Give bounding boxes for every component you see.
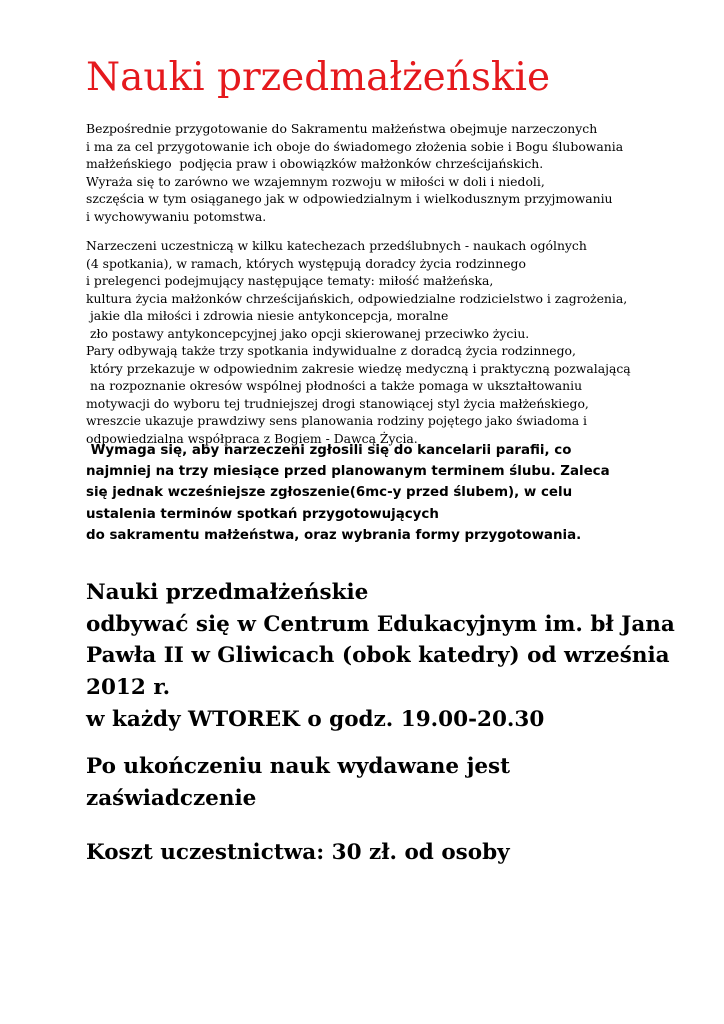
intro-line: i ma za cel przygotowanie ich oboje do świadomego złożenia sobie i Bogu ślubowania [86,138,624,154]
cost-line: Koszt uczestnictwa: 30 zł. od osoby [86,840,510,865]
requirement-line: się jednak wcześniejsze zgłoszenie(6mc-y przed ślubem), w celu [86,485,573,501]
schedule-section [86,577,675,735]
schedule-line: odbywać się w Centrum Edukacyjnym im. bł Jana [86,611,675,637]
intro-line: Bezpośrednie przygotowanie do Sakramentu małżeństwa obejmuje narzeczonych [86,121,598,136]
schedule-line: Pawła II w Gliwicach (obok katedry) od września [86,643,670,669]
catechesis-line: jakie dla miłości i zdrowia niesie antykoncepcja, moralne [86,308,449,323]
requirement-notice [86,440,610,546]
page-title: Nauki przedmałżeńskie [86,55,551,100]
intro-line: i wychowywaniu potomstwa. [86,208,267,224]
intro-line: małżeńskiego podjęcia praw i obowiązków małżonków chrześcijańskich. [86,156,544,171]
requirement-line: Wymaga się, aby narzeczeni zgłosili się do kancelarii parafii, co [86,443,572,458]
catechesis-line: odpowiedzialna współpraca z Bogiem - Dawcą Życia. [86,430,418,446]
intro-paragraph [86,120,623,225]
certificate-line: zaświadczenie [86,785,257,811]
requirement-line: do sakramentu małżeństwa, oraz wybrania formy przygotowania. [86,527,582,543]
cost-section [86,837,510,869]
catechesis-line: Pary odbywają także trzy spotkania indywidualne z doradcą życia rodzinnego, [86,343,576,358]
schedule-line: 2012 r. [86,675,171,701]
intro-line: Wyraża się to zarówno we wzajemnym rozwoju w miłości w doli i niedoli, [86,173,545,189]
schedule-line: Nauki przedmałżeńskie [86,580,369,605]
catechesis-paragraph [86,237,631,447]
catechesis-line: na rozpoznanie okresów wspólnej płodności a także pomaga w ukształtowaniu [86,378,583,393]
catechesis-line: kultura życia małżonków chrześcijańskich, odpowiedzialne rodzicielstwo i zagrożenia, [86,290,628,306]
catechesis-line: motywacji do wyboru tej trudniejszej drogi stanowiącej styl życia małżeńskiego, [86,395,589,411]
certificate-line: Po ukończeniu nauk wydawane jest [86,754,511,779]
catechesis-line: i prelegenci podejmujący następujące tematy: miłość małżeńska, [86,273,494,288]
catechesis-line: który przekazuje w odpowiednim zakresie wiedzę medyczną i praktyczną pozwalającą [86,360,631,376]
requirement-line: najmniej na trzy miesiące przed planowanym terminem ślubu. Zaleca [86,464,610,480]
catechesis-line: (4 spotkania), w ramach, których występują doradcy życia rodzinnego [86,255,526,271]
catechesis-line: zło postawy antykoncepcyjnej jako opcji skierowanej przeciwko życiu. [86,325,530,341]
certificate-section [86,751,510,814]
catechesis-line: wreszcie ukazuje prawdziwy sens planowania rodziny pojętego jako świadoma i [86,413,587,428]
catechesis-line: Narzeczeni uczestniczą w kilku katechezach przedślubnych - naukach ogólnych [86,238,587,253]
intro-line: szczęścia w tym osiąganego jak w odpowiedzialnym i wielkodusznym przyjmowaniu [86,191,613,206]
requirement-line: ustalenia terminów spotkań przygotowujących [86,506,439,522]
schedule-line: w każdy WTOREK o godz. 19.00-20.30 [86,706,545,732]
